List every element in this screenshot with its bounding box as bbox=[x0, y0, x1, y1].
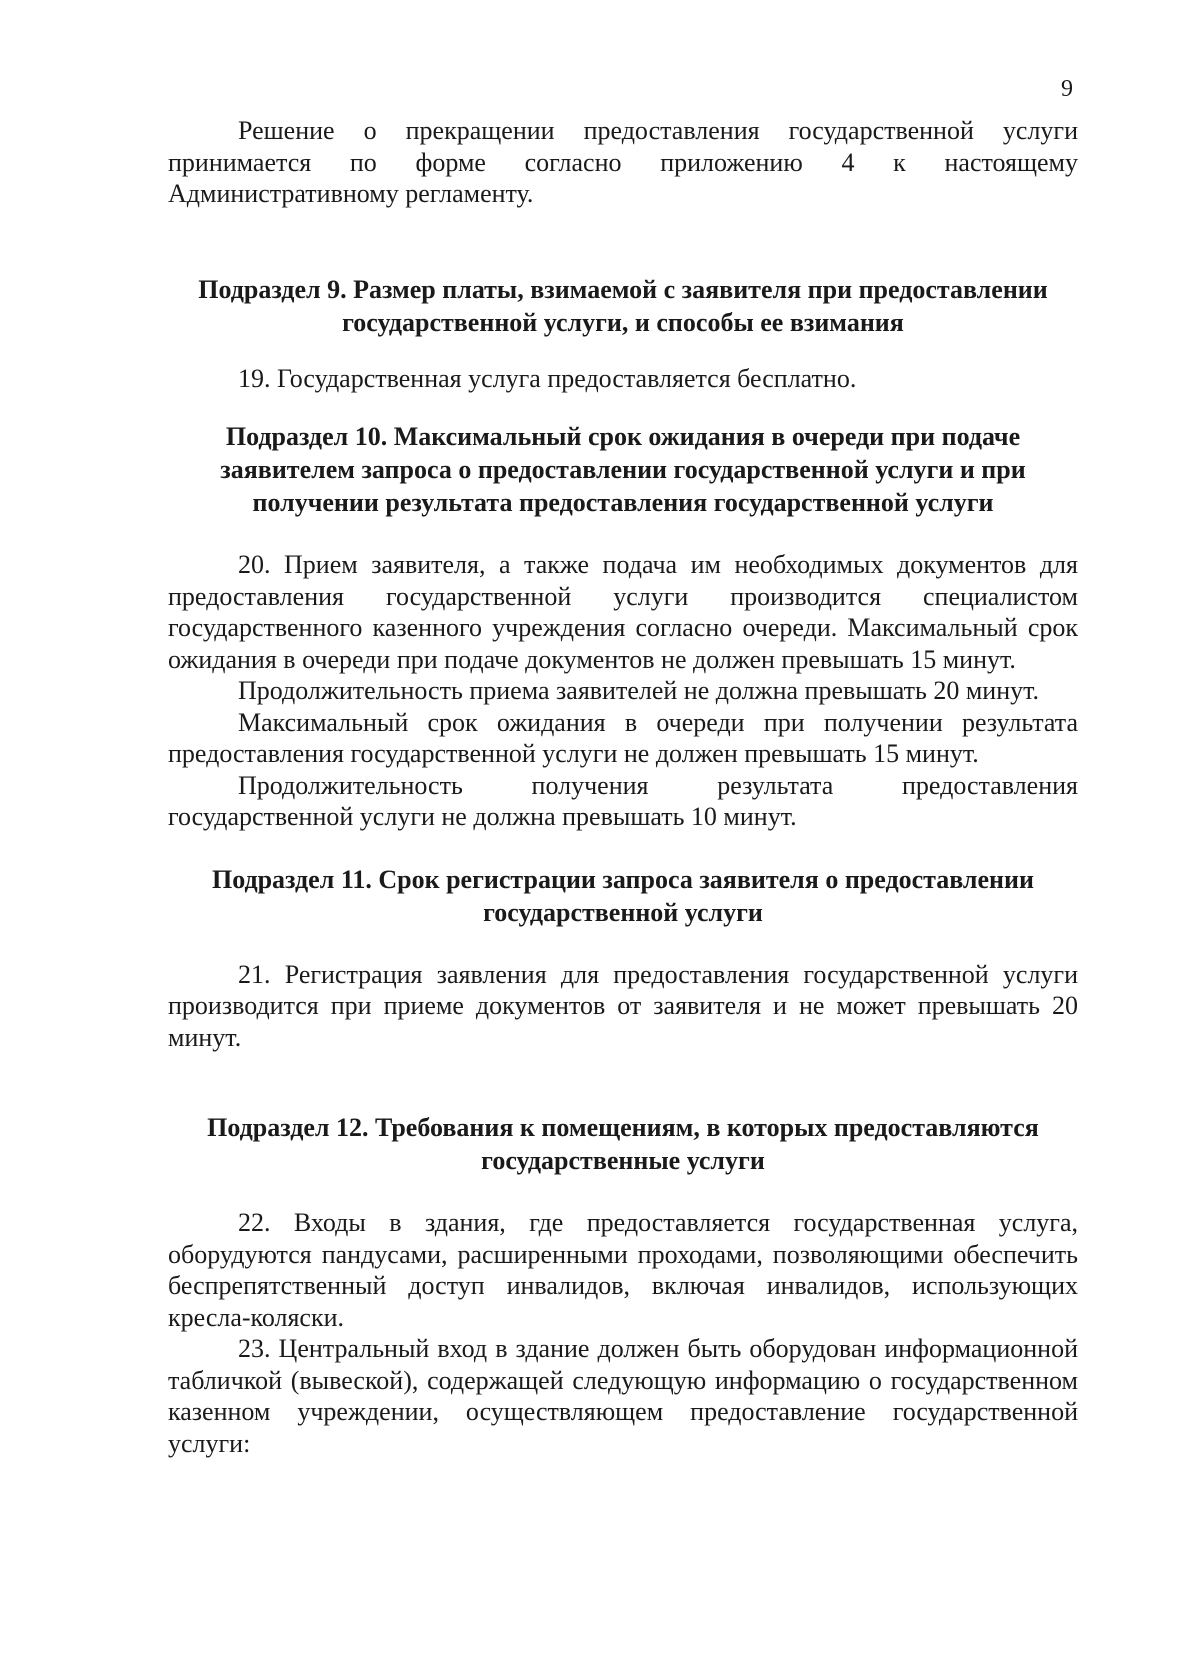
paragraph-21: 21. Регистрация заявления для предоставления государственной услуги производится при приеме документов от заявителя и не может превышать 20 минут. bbox=[168, 959, 1078, 1052]
paragraph-22: 22. Входы в здания, где предоставляется государственная услуга, оборудуются пандусами, расширенными проходами, позволяющими обеспечить беспрепятственный доступ инвалидов, включая инвалидов, использующих кресла-коляски. bbox=[168, 1208, 1078, 1332]
heading-subsection-12 bbox=[168, 1111, 1078, 1177]
heading-line: государственные услуги bbox=[481, 1146, 765, 1175]
paragraph-max-wait-result: Максимальный срок ожидания в очереди при получении результата предоставления государственной услуги не должен превышать 15 минут. bbox=[168, 707, 1078, 768]
paragraph-termination-decision: Решение о прекращении предоставления государственной услуги принимается по форме согласно приложению 4 к настоящему Административному регламенту. bbox=[168, 116, 1078, 208]
heading-line: государственной услуги bbox=[483, 897, 763, 927]
heading-subsection-9 bbox=[168, 273, 1078, 339]
heading-line: Подраздел 9. Размер платы, взимаемой с заявителя при предоставлении bbox=[198, 274, 1048, 304]
paragraph-20: 20. Прием заявителя, а также подача им необходимых документов для предоставления государственной услуги производится специалистом государственного казенного учреждения согласно очереди. Максимальный срок ожидания в очереди при подаче документов не должен превышать 15 минут. bbox=[168, 550, 1078, 674]
paragraph-result-duration: Продолжительность получения результата предоставления государственной услуги не должна превышать 10 минут. bbox=[168, 770, 1078, 831]
paragraph-23: 23. Центральный вход в здание должен быть оборудован информационной табличкой (вывеской), содержащей следующую информацию о государственном казенном учреждении, осуществляющем предоставление государственной услуги: bbox=[168, 1334, 1078, 1458]
document-body bbox=[168, 115, 1078, 1459]
heading-line: Подраздел 10. Максимальный срок ожидания в очереди при подаче bbox=[225, 422, 1021, 451]
heading-line: заявителем запроса о предоставлении государственной услуги и при bbox=[220, 455, 1026, 484]
page-number: 9 bbox=[1061, 76, 1073, 102]
heading-line: Подраздел 11. Срок регистрации запроса заявителя о предоставлении bbox=[211, 864, 1035, 894]
heading-subsection-11 bbox=[168, 863, 1078, 929]
heading-subsection-10 bbox=[168, 420, 1078, 519]
heading-line: государственной услуги, и способы ее взимания bbox=[342, 307, 904, 337]
heading-line: Подраздел 12. Требования к помещениям, в которых предоставляются bbox=[207, 1113, 1039, 1142]
paragraph-19: 19. Государственная услуга предоставляется бесплатно. bbox=[238, 363, 857, 393]
paragraph-reception-duration: Продолжительность приема заявителей не должна превышать 20 минут. bbox=[238, 676, 1040, 705]
heading-line: получении результата предоставления государственной услуги bbox=[252, 488, 994, 517]
